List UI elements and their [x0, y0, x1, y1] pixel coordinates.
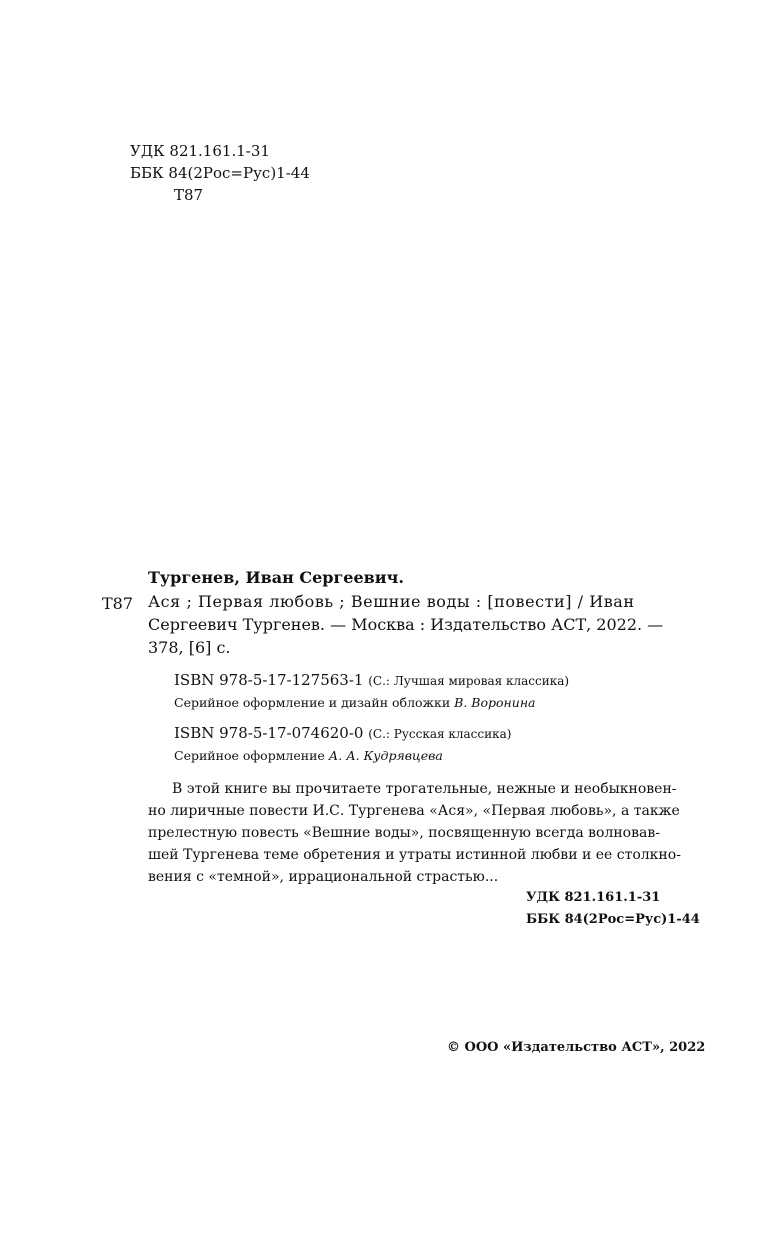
bbk-code: ББК 84(2Рос=Рус)1-44 [526, 912, 700, 927]
bbk-code: ББК 84(2Рос=Рус)1-44 [130, 164, 310, 182]
top-classification-block [130, 140, 310, 206]
bibliographic-description [148, 590, 692, 659]
bottom-classification-block [526, 887, 700, 931]
annotation-line: шей Тургенева теме обретения и утраты истинной любви и ее столкно- [148, 847, 681, 863]
isbn-block-2 [174, 724, 511, 763]
description-line: Ася ; Первая любовь ; Вешние воды : [повести] / Иван [148, 592, 635, 611]
udk-code: УДК 821.161.1-31 [130, 142, 270, 160]
annotation [148, 778, 681, 888]
isbn-number: ISBN 978-5-17-074620-0 [174, 724, 364, 742]
description-line: 378, [6] с. [148, 638, 231, 657]
description-line: Сергеевич Тургенев. — Москва : Издательство АСТ, 2022. — [148, 615, 664, 634]
author-heading: Тургенев, Иван Сергеевич. [148, 568, 404, 587]
isbn-series: (С.: Русская классика) [368, 727, 512, 741]
udk-code: УДК 821.161.1-31 [526, 890, 661, 905]
annotation-line: прелестную повесть «Вешние воды», посвященную всегда волновав- [148, 825, 660, 841]
isbn-block-1 [174, 671, 569, 710]
annotation-line: В этой книге вы прочитаете трогательные, нежные и необыкновен- [172, 781, 677, 797]
author-mark: Т87 [174, 186, 204, 204]
isbn-series: (С.: Лучшая мировая классика) [368, 674, 570, 688]
isbn-number: ISBN 978-5-17-127563-1 [174, 671, 364, 689]
copyright-notice: © ООО «Издательство АСТ», 2022 [447, 1040, 706, 1055]
design-credit-name: А. А. Кудрявцева [328, 748, 443, 763]
annotation-line: вения с «темной», иррациональной страстью... [148, 869, 499, 885]
design-credit-label: Серийное оформление [174, 748, 325, 763]
annotation-line: но лиричные повести И.С. Тургенева «Ася», «Первая любовь», а также [148, 803, 680, 819]
design-credit-name: В. Воронина [454, 695, 536, 710]
side-author-mark: Т87 [102, 594, 134, 613]
design-credit-label: Серийное оформление и дизайн обложки [174, 695, 451, 710]
